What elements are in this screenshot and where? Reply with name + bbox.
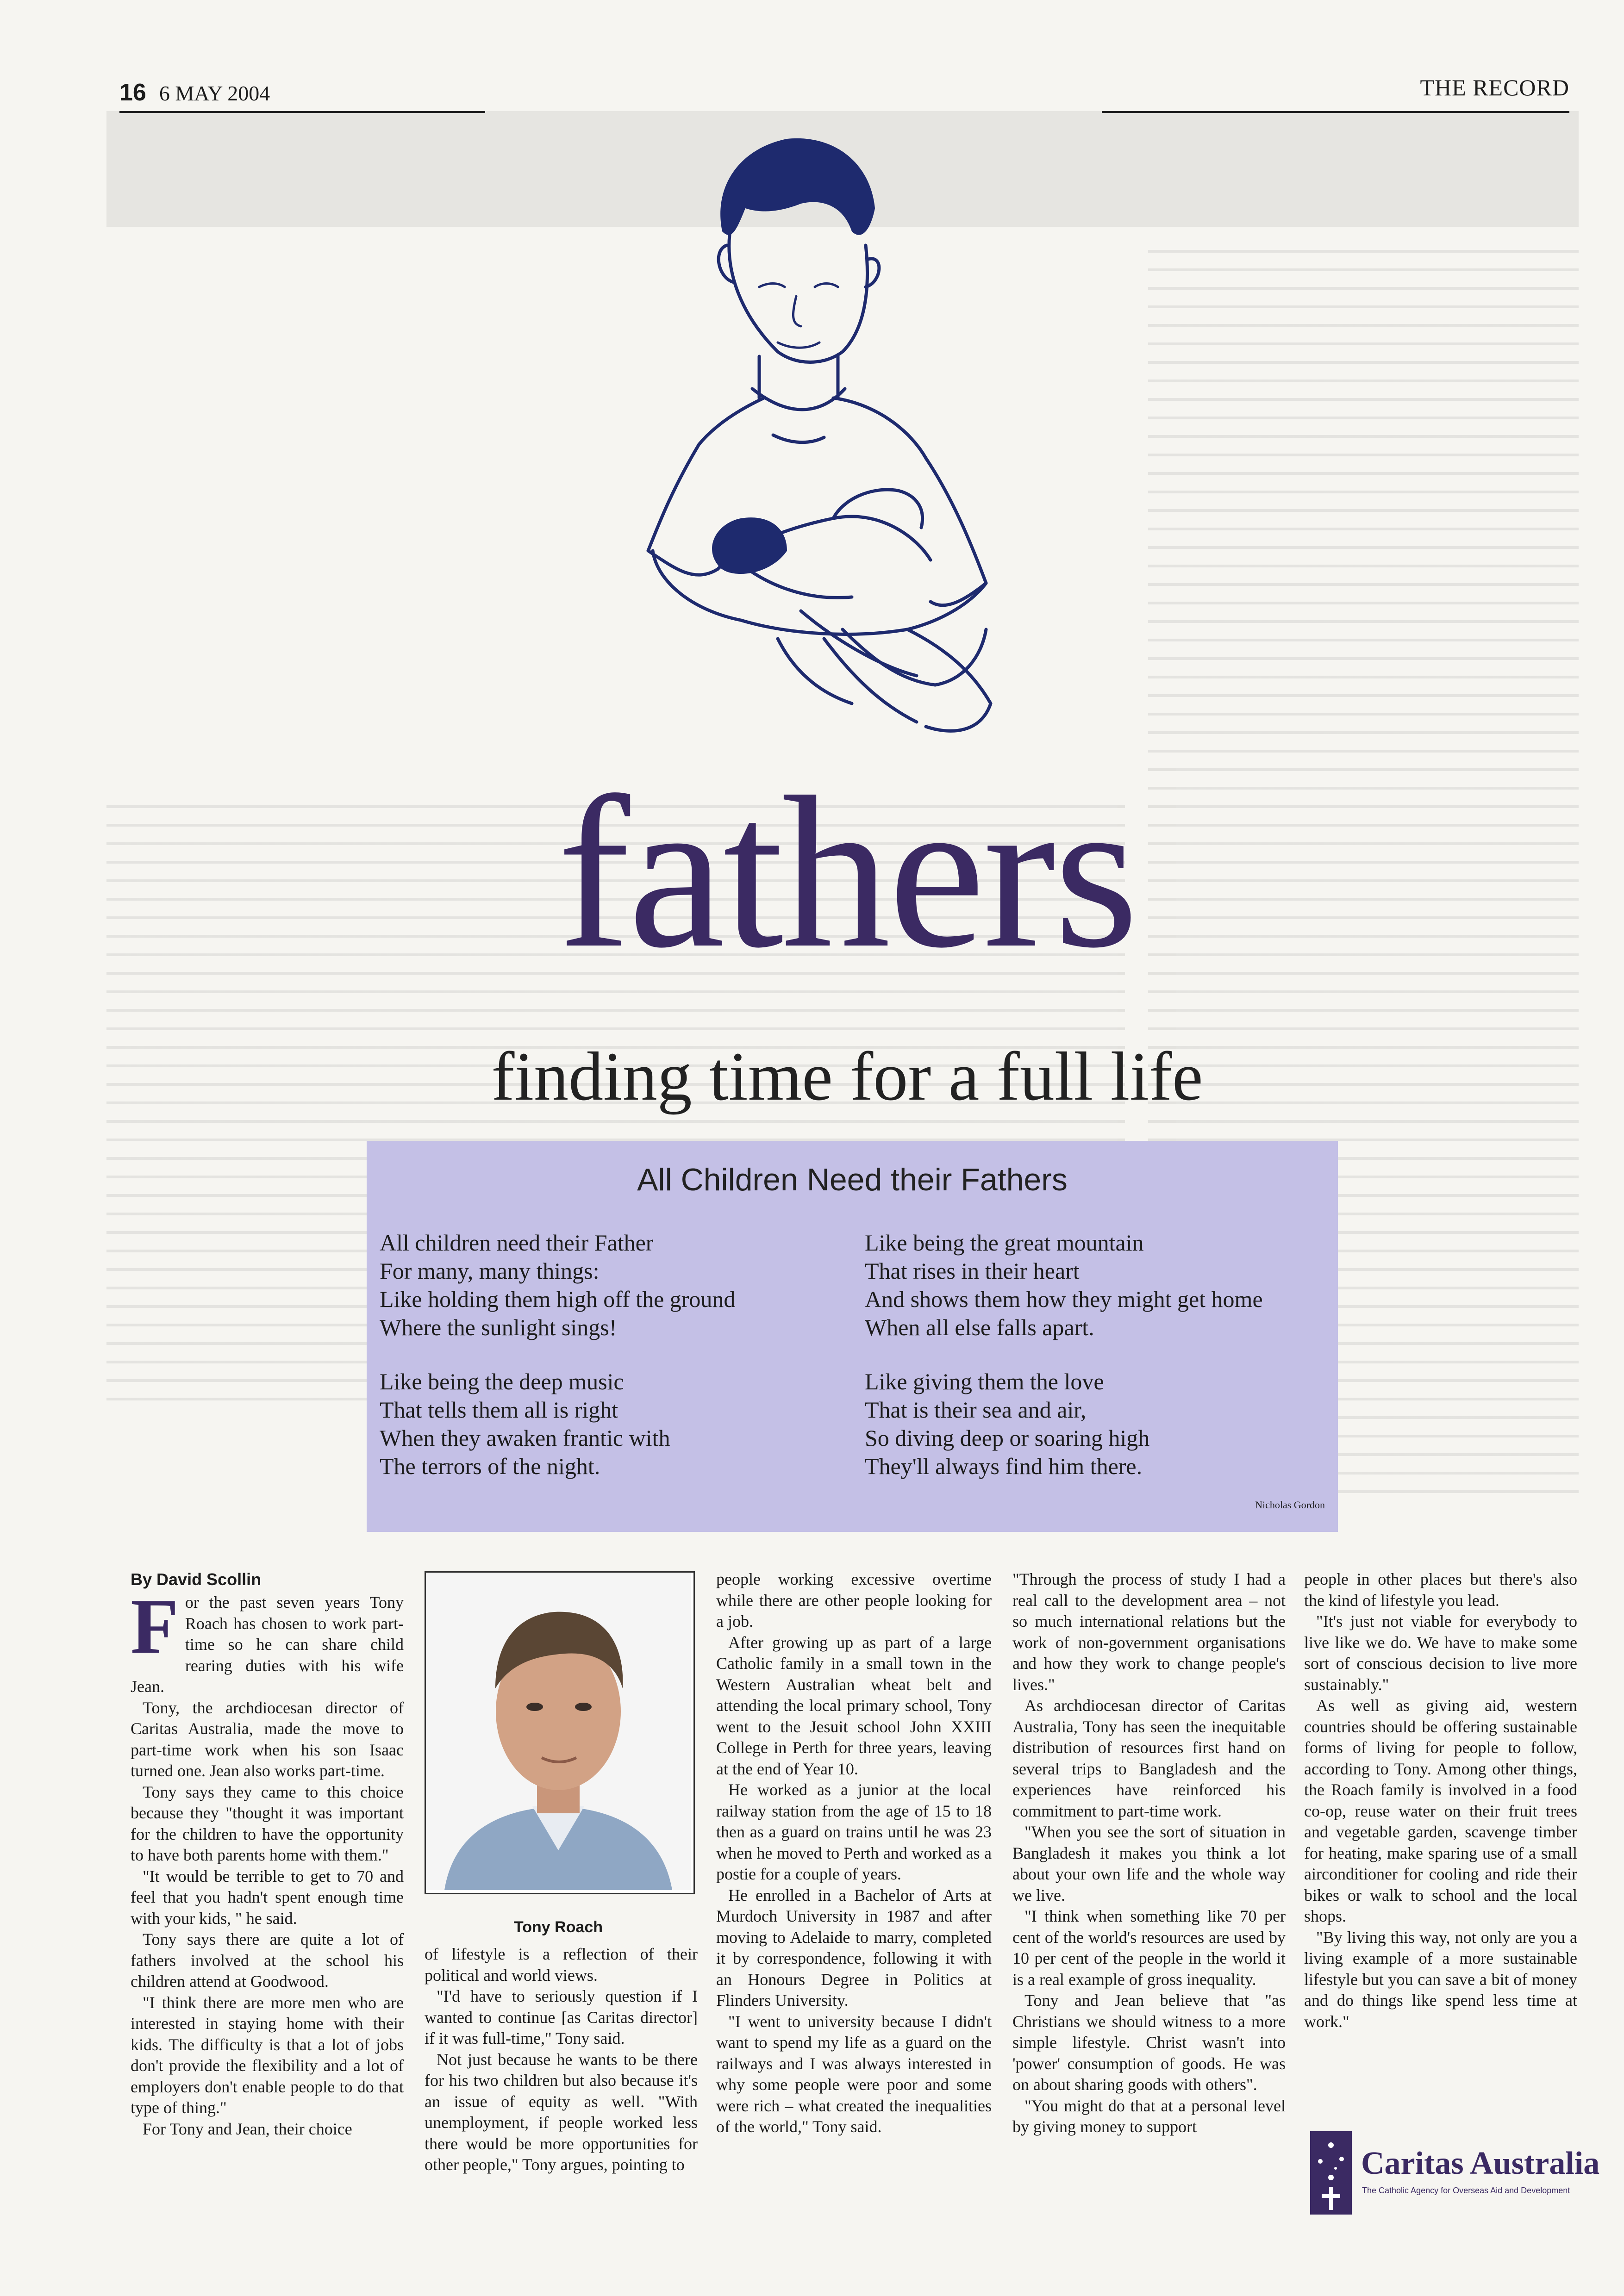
poem-line: All children need their Father: [380, 1230, 654, 1256]
article-paragraph: "You might do that at a personal level by giving money to support: [1012, 2096, 1286, 2136]
poem-line: That tells them all is right: [380, 1397, 618, 1423]
article-paragraph: "It's just not viable for everybody to live like we do. We have to make some sort of conscious decision to live more sustainably.": [1304, 1612, 1577, 1694]
poem-line: That rises in their heart: [865, 1258, 1080, 1284]
poem-author: Nicholas Gordon: [1255, 1499, 1325, 1511]
portrait-photo: [425, 1571, 695, 1894]
poem-line: So diving deep or soaring high: [865, 1425, 1150, 1451]
poem-line: Where the sunlight sings!: [380, 1314, 617, 1340]
article-paragraph: Tony says they came to this choice because they "thought it was important for the children to have the opportunity to have both parents home with them.": [131, 1782, 404, 1864]
logo-name: Caritas Australia: [1361, 2146, 1600, 2181]
poem-stanza: [865, 1229, 1263, 1342]
article-paragraph: Tony and Jean believe that "as Christians we should witness to a more simple lifestyle. Christ wasn't into 'power' consumption of goods. He was on about sharing goods with others".: [1012, 1991, 1286, 2094]
article-paragraph: people working excessive overtime while there are other people looking for a job.: [716, 1570, 992, 1630]
article-column-3: [716, 1569, 992, 2138]
article-paragraph: "I went to university because I didn't want to spend my life as a guard on the railways and I was always interested in why some people were poor and some were rich – what created the inequalities of the world," Tony said.: [716, 2012, 992, 2136]
feature-subtitle: finding time for a full life: [491, 1038, 1203, 1115]
article-paragraph: After growing up as part of a large Catholic family in a small town in the Western Australian wheat belt and attending the local primary school, Tony went to the Jesuit school John XXIII College in Perth for three years, leaving at the end of Year 10.: [716, 1633, 992, 1778]
poem-line: Like holding them high off the ground: [380, 1286, 736, 1312]
poem-box: [367, 1141, 1338, 1532]
article-paragraph: "By living this way, not only are you a living example of a more sustainable lifestyle but you can save a bit of money and do things like spend less time at work.": [1304, 1928, 1577, 2031]
issue-date: 6 MAY 2004: [159, 81, 270, 105]
article-paragraph: Tony, the archdiocesan director of Caritas Australia, made the move to part-time work when his son Isaac turned one. Jean also works part-time.: [131, 1698, 404, 1780]
article-paragraph: He worked as a junior at the local railway station from the age of 15 to 18 then as a guard on trains until he was 23 when he moved to Perth and worked as a postie for a couple of years.: [716, 1780, 992, 1883]
article-paragraph: Not just because he wants to be there for his two children but also because it's an issue of equity as well. "With unemployment, if people worked less there would be more opportunities for other people," Tony argues, pointing to: [425, 2050, 698, 2174]
poem-line: Like being the great mountain: [865, 1230, 1144, 1256]
article-column-1: [131, 1583, 404, 2140]
article-paragraph: For Tony and Jean, their choice: [143, 2119, 352, 2138]
portrait-image: [426, 1573, 691, 1890]
article-paragraph: "I'd have to seriously question if I wanted to continue [as Caritas director] if it was full-time," Tony said.: [425, 1987, 698, 2047]
article-paragraph: "Through the process of study I had a real call to the development area – not so much international relations but the work of non-government organisations and how they work to change people's lives.": [1012, 1570, 1286, 1694]
poem-line: That is their sea and air,: [865, 1397, 1087, 1423]
article-paragraph: As well as giving aid, western countries should be offering sustainable forms of living for people to follow, according to Tony. Among other things, the Roach family is involved in a food co-op, reuse water on their fruit trees and vegetable garden, scavenge timber for heating, make sparing use of a small airconditioner for cooling and ride their bikes or walk to school and the local shops.: [1304, 1696, 1577, 1925]
article-column-4: [1012, 1569, 1286, 2138]
southern-cross-icon: [1310, 2131, 1352, 2215]
caritas-australia-logo: [1310, 2131, 1600, 2215]
poem-title: All Children Need their Fathers: [637, 1162, 1068, 1197]
article-column-2: [425, 1944, 698, 2176]
poem-line: And shows them how they might get home: [865, 1286, 1263, 1312]
poem-line: When they awaken frantic with: [380, 1425, 670, 1451]
article-paragraph: He enrolled in a Bachelor of Arts at Murdoch University in 1987 and after moving to Adelaide to marry, completed it by correspondence, following it with an Honours Degree in Politics at Flinders University.: [716, 1885, 992, 2010]
feature-title: fathers: [557, 752, 1137, 993]
article-paragraph: "I think when something like 70 per cent of the world's resources are used by 10 per cent of the people in the world it is a real example of gross inequality.: [1012, 1907, 1286, 1989]
poem-line: Like being the deep music: [380, 1369, 624, 1394]
poem-line: They'll always find him there.: [865, 1453, 1143, 1479]
father-holding-baby-illustration: [500, 93, 1111, 833]
article-paragraph: For the past seven years Tony Roach has chosen to work part-time so he can share child rearing duties with his wife Jean.: [131, 1583, 404, 1696]
page-header-left: [119, 79, 485, 113]
poem-line: The terrors of the night.: [380, 1453, 600, 1479]
drop-cap: F: [131, 1583, 179, 1670]
poem-stanza: [380, 1229, 735, 1342]
article-paragraph: people in other places but there's also the kind of lifestyle you lead.: [1304, 1570, 1577, 1610]
article-paragraph: "I think there are more men who are interested in staying home with their kids. The difficulty is that a lot of jobs don't provide the flexibility and a lot of employers don't enable people to do that type of thing.": [131, 1993, 404, 2117]
poem-line: For many, many things:: [380, 1258, 600, 1284]
publication-name: THE RECORD: [1102, 74, 1569, 113]
poem-line: When all else falls apart.: [865, 1314, 1094, 1340]
article-paragraph: "It would be terrible to get to 70 and feel that you hadn't spent enough time with your kids, " he said.: [131, 1867, 404, 1928]
article-paragraph: of lifestyle is a reflection of their political and world views.: [425, 1945, 698, 1985]
page-number: 16: [119, 79, 146, 106]
article-paragraph: As archdiocesan director of Caritas Australia, Tony has seen the inequitable distribution of resources first hand on several trips to Bangladesh and the experiences have reinforced his commitment to part-time work.: [1012, 1696, 1286, 1820]
article-column-5: [1304, 1569, 1577, 2032]
article-paragraph: Tony says there are quite a lot of fathers involved at the school his children attend at Goodwood.: [131, 1930, 404, 1991]
logo-tagline: The Catholic Agency for Overseas Aid and Development: [1362, 2186, 1570, 2195]
byline: By David Scollin: [131, 1570, 262, 1589]
poem-stanza: [865, 1368, 1149, 1481]
poem-line: Like giving them the love: [865, 1369, 1104, 1394]
poem-stanza: [380, 1368, 670, 1481]
article-paragraph: "When you see the sort of situation in Bangladesh it makes you think a lot about your own life and the whole way we live.: [1012, 1823, 1286, 1904]
photo-caption: Tony Roach: [513, 1918, 603, 1936]
